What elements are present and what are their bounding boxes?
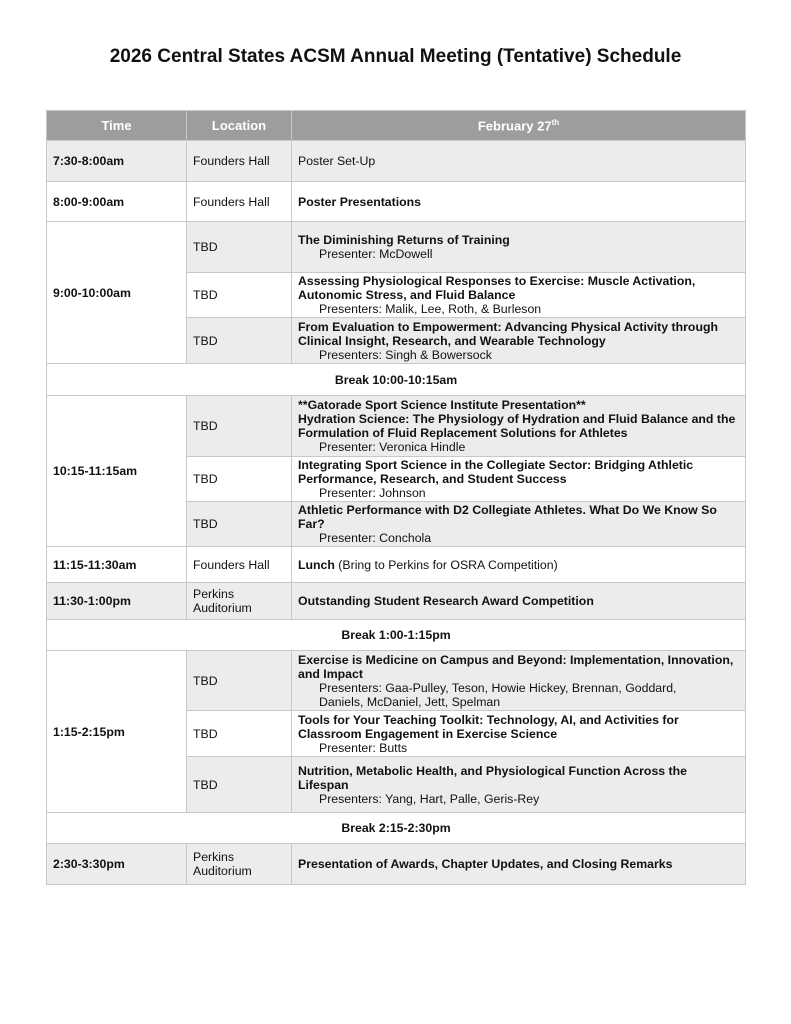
event-presenter: Presenter: Conchola [319, 531, 432, 545]
row-event [292, 396, 746, 457]
row-location: TBD [187, 757, 292, 813]
row-location: TBD [187, 457, 292, 502]
row-location: TBD [187, 711, 292, 757]
table-row [47, 141, 746, 182]
table-row [47, 583, 746, 620]
event-presenter: Presenters: Yang, Hart, Palle, Geris-Rey [319, 791, 540, 806]
row-time: 1:15-2:15pm [47, 651, 187, 813]
row-time: 2:30-3:30pm [47, 844, 187, 885]
page-title: 2026 Central States ACSM Annual Meeting (Tentative) Schedule [109, 46, 682, 67]
row-time: 7:30-8:00am [47, 141, 187, 182]
row-location: TBD [187, 651, 292, 711]
break-row [47, 620, 746, 651]
row-time: 9:00-10:00am [47, 222, 187, 364]
event-presenter: Presenter: Butts [319, 740, 408, 755]
row-location: TBD [187, 396, 292, 457]
header-date: February 27th [292, 111, 746, 141]
header-location: Location [187, 111, 292, 141]
row-event: Poster Set-Up [292, 141, 746, 182]
header-row [47, 111, 746, 141]
event-title: Lunch [298, 557, 335, 572]
event-presenter: Presenter: Veronica Hindle [319, 440, 466, 454]
row-event [292, 547, 746, 583]
row-location: Perkins Auditorium [187, 844, 292, 885]
break-label: Break 2:15-2:30pm [47, 813, 746, 844]
event-presenter: Presenters: Singh & Bowersock [319, 347, 492, 362]
row-location: Founders Hall [187, 182, 292, 222]
event-title: Integrating Sport Science in the Collegiate Sector: Bridging Athletic Performance, Research, and Student Success [298, 458, 694, 486]
row-event [292, 273, 746, 318]
break-row [47, 813, 746, 844]
row-location: Perkins Auditorium [187, 583, 292, 620]
break-label: Break 10:00-10:15am [47, 364, 746, 396]
row-location: Founders Hall [187, 547, 292, 583]
row-location: TBD [187, 502, 292, 547]
row-time: 11:30-1:00pm [47, 583, 187, 620]
schedule-table [46, 110, 746, 885]
event-presenter: Presenters: Gaa-Pulley, Teson, Howie Hickey, Brennan, Goddard, [319, 680, 677, 695]
row-time: 11:15-11:30am [47, 547, 187, 583]
event-note: **Gatorade Sport Science Institute Presentation** [298, 398, 586, 412]
event-title: Tools for Your Teaching Toolkit: Technology, AI, and Activities for Classroom Engagement in Exercise Science [298, 712, 679, 741]
event-title: Assessing Physiological Responses to Exercise: Muscle Activation, Autonomic Stress, and Fluid Balance [298, 274, 696, 302]
row-location: TBD [187, 318, 292, 364]
row-location: TBD [187, 222, 292, 273]
event-title: Hydration Science: The Physiology of Hydration and Fluid Balance and the Formulation of Fluid Replacement Solutions for Athletes [298, 412, 736, 440]
event-presenter: Presenters: Malik, Lee, Roth, & Burleson [319, 302, 542, 316]
event-presenter: Presenter: Johnson [319, 486, 426, 500]
row-location: Founders Hall [187, 141, 292, 182]
row-event [292, 222, 746, 273]
break-label: Break 1:00-1:15pm [47, 620, 746, 651]
row-event [292, 318, 746, 364]
row-time: 8:00-9:00am [47, 182, 187, 222]
table-row [47, 222, 746, 273]
header-time: Time [47, 111, 187, 141]
row-event [292, 457, 746, 502]
table-row [47, 396, 746, 457]
row-event [292, 757, 746, 813]
row-location: TBD [187, 273, 292, 318]
table-row [47, 651, 746, 711]
row-event [292, 502, 746, 547]
table-row [47, 547, 746, 583]
event-title: Exercise is Medicine on Campus and Beyond: Implementation, Innovation, and Impact [298, 652, 734, 681]
table-row [47, 844, 746, 885]
row-event: Outstanding Student Research Award Competition [292, 583, 746, 620]
row-time: 10:15-11:15am [47, 396, 187, 547]
table-row [47, 182, 746, 222]
event-title: Athletic Performance with D2 Collegiate Athletes. What Do We Know So Far? [298, 503, 717, 531]
row-event: Presentation of Awards, Chapter Updates, and Closing Remarks [292, 844, 746, 885]
event-title: From Evaluation to Empowerment: Advancing Physical Activity through Clinical Insight, Research, and Wearable Technology [298, 319, 718, 348]
event-title: The Diminishing Returns of Training [298, 233, 510, 247]
row-event: Poster Presentations [292, 182, 746, 222]
break-row [47, 364, 746, 396]
row-event [292, 651, 746, 711]
event-note: (Bring to Perkins for OSRA Competition) [334, 557, 558, 572]
event-presenter: Daniels, McDaniel, Jett, Spelman [319, 694, 501, 709]
event-presenter: Presenter: McDowell [319, 247, 433, 261]
row-event [292, 711, 746, 757]
event-title: Nutrition, Metabolic Health, and Physiological Function Across the Lifespan [298, 763, 687, 792]
